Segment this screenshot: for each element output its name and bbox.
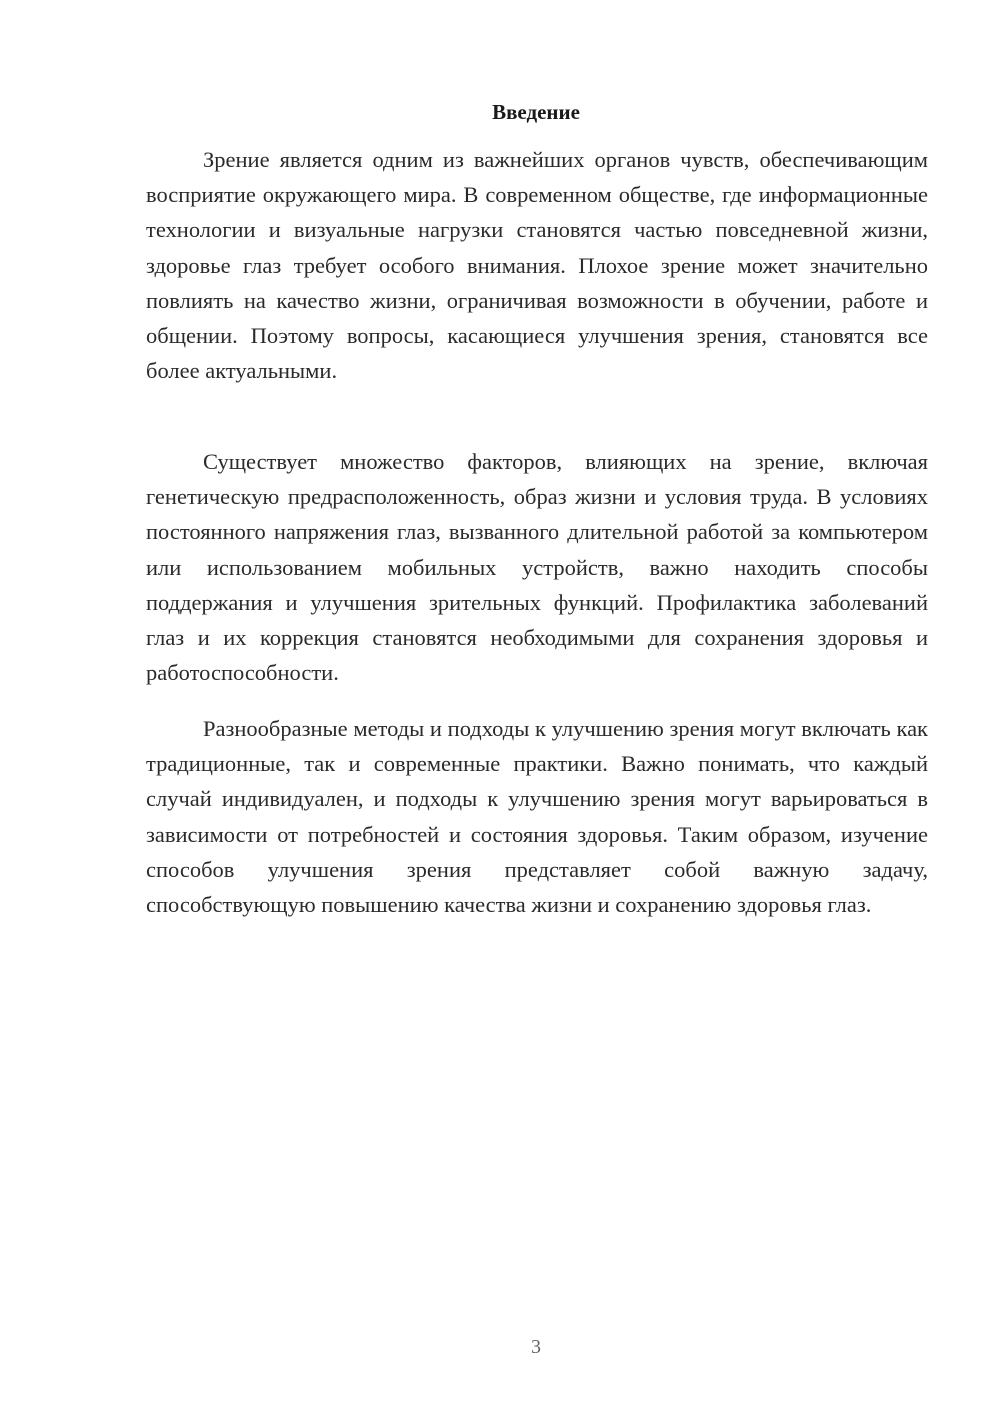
section-heading: Введение <box>492 100 580 124</box>
page-number: 3 <box>531 1336 541 1358</box>
paragraph-2: Существует множество факторов, влияющих на зрение, включая генетическую предрасположенность, образ жизни и условия труда. В условиях постоянного напряжения глаз, вызванного длительной работой за компьютером или использованием мобильных устройств, важно находить способы поддержания и улучшения зрительных функций. Профилактика заболеваний глаз и их коррекция становятся необходимыми для сохранения здоровья и работоспособности. <box>146 449 928 686</box>
paragraph-1: Зрение является одним из важнейших органов чувств, обеспечивающим восприятие окружающего мира. В современном обществе, где информационные технологии и визуальные нагрузки становятся частью повседневной жизни, здоровье глаз требует особого внимания. Плохое зрение может значительно повлиять на качество жизни, ограничивая возможности в обучении, работе и общении. Поэтому вопросы, касающиеся улучшения зрения, становятся все более актуальными. <box>146 147 928 384</box>
paragraph-3: Разнообразные методы и подходы к улучшению зрения могут включать как традиционные, так и современные практики. Важно понимать, что каждый случай индивидуален, и подходы к улучшению зрения могут варьироваться в зависимости от потребностей и состояния здоровья. Таким образом, изучение способов улучшения зрения представляет собой важную задачу, способствующую повышению качества жизни и сохранению здоровья глаз. <box>146 716 928 918</box>
